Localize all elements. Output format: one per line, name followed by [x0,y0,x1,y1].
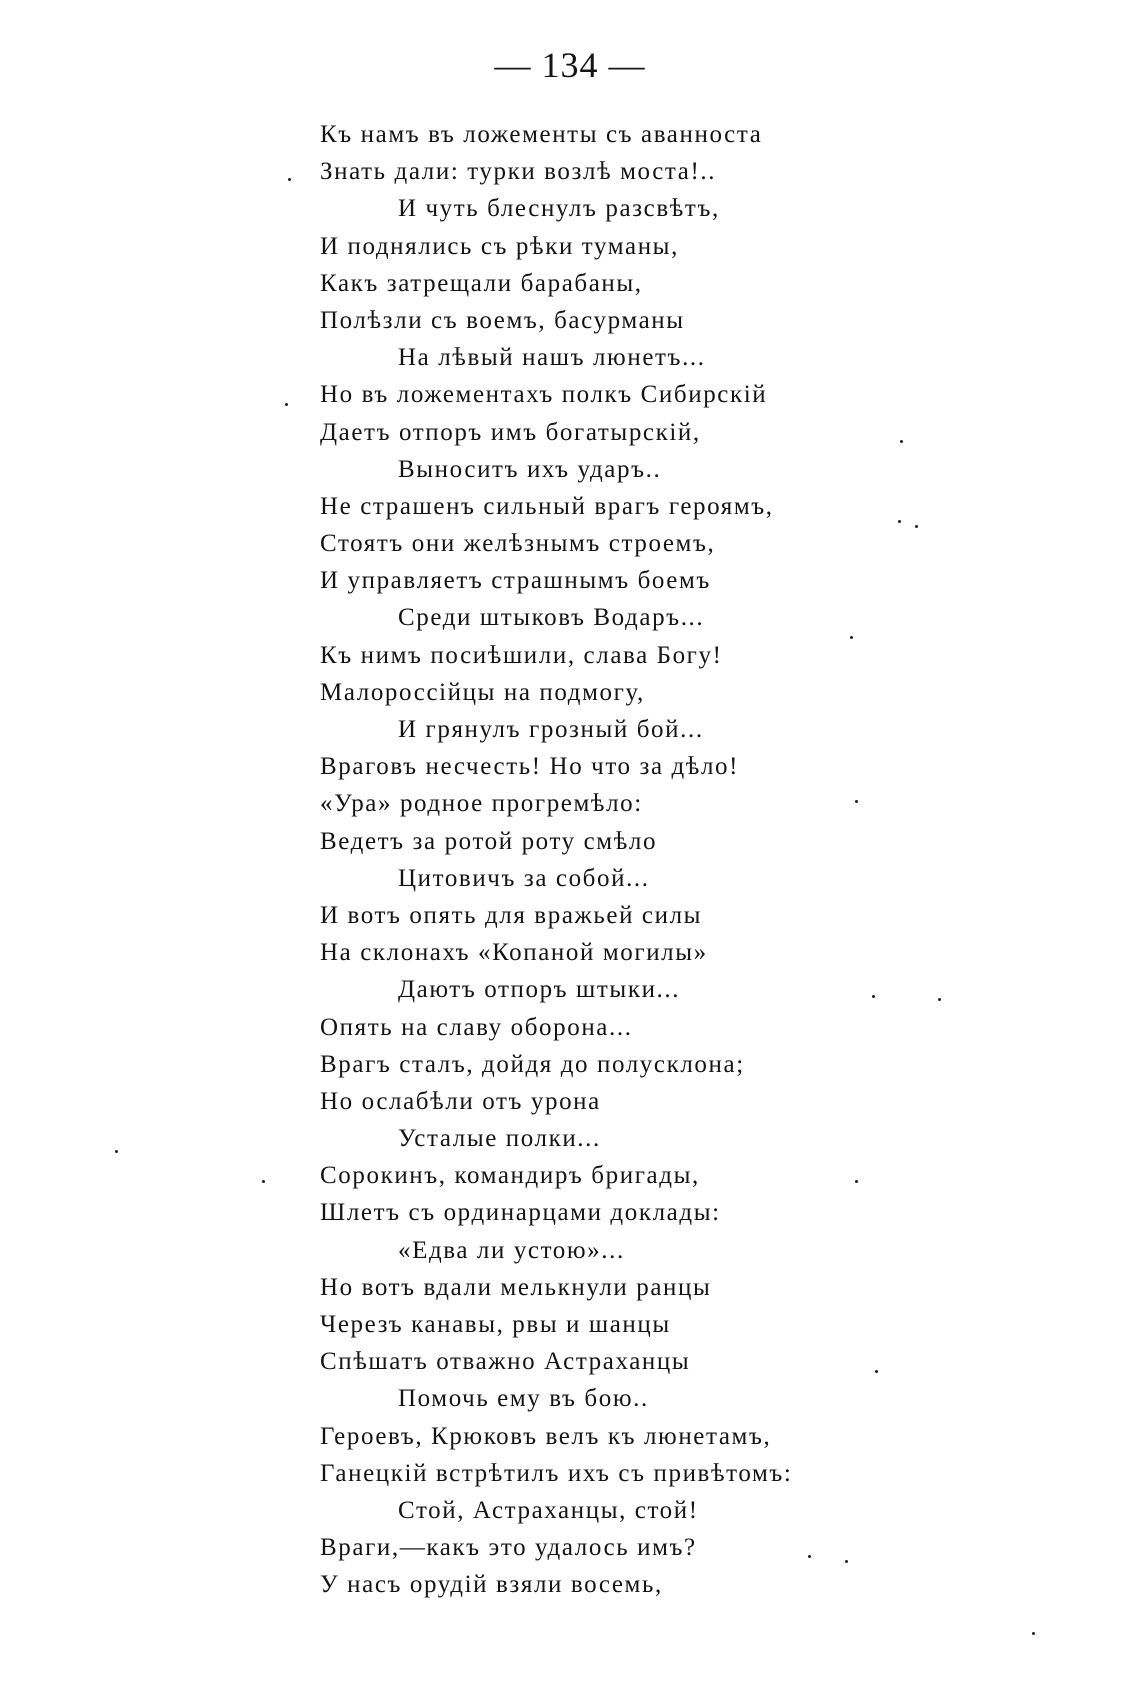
poem-line: Даетъ отпоръ имъ богатырскій, [320,418,701,446]
poem-line: Шлетъ съ ординарцами доклады: [320,1199,721,1227]
scan-speck [855,800,858,803]
poem-line: Спѣшатъ отважно Астраханцы [320,1348,691,1376]
poem-line: Выноситъ ихъ ударъ.. [398,455,662,483]
poem-line: Даютъ отпоръ штыки... [398,976,681,1004]
poem-line: Но ослабѣли отъ урона [320,1087,601,1115]
poem-line: Сорокинъ, командиръ бригады, [320,1162,700,1190]
poem-line: Среди штыковъ Водаръ... [398,604,705,632]
page-number: — 134 — [494,45,646,85]
poem-line: Но вотъ вдали мелькнули ранцы [320,1273,712,1301]
poem-line: Стоятъ они желѣзнымъ строемъ, [320,530,716,558]
scan-speck [898,520,901,523]
poem-line: И поднялись съ рѣки туманы, [320,232,679,260]
poem-line: На склонахъ «Копаной могилы» [320,939,708,967]
scan-speck [915,525,918,528]
scan-speck [115,1150,118,1153]
poem-line: Не страшенъ сильный врагъ героямъ, [320,492,774,520]
scan-speck [285,403,288,406]
poem-line: Помочь ему въ бою.. [398,1385,649,1413]
scan-speck [808,1555,811,1558]
scan-speck [262,1180,265,1183]
poem-line: Стой, Астраханцы, стой! [398,1496,699,1524]
scan-speck [845,1560,848,1563]
scan-speck [288,178,291,181]
poem-line: Враговъ несчесть! Но что за дѣло! [320,753,740,781]
scan-speck [872,995,875,998]
poem-line: Ведетъ за ротой роту смѣло [320,827,658,855]
poem-line: Полѣзли съ воемъ, басурманы [320,306,685,334]
poem-line: У насъ орудій взяли восемь, [320,1571,663,1599]
poem-line: И управляетъ страшнымъ боемъ [320,567,711,595]
scan-speck [1032,1632,1035,1635]
poem-line: Усталые полки... [398,1125,601,1153]
poem-line: Но въ ложементахъ полкъ Сибирскій [320,381,768,409]
poem-line: «Ура» родное прогремѣло: [320,790,643,818]
scan-speck [850,636,853,639]
poem-line: Малороссійцы на подмогу, [320,678,645,706]
poem-line: И чуть блеснулъ разсвѣтъ, [398,195,720,223]
poem-line: Цитовичъ за собой... [398,864,650,892]
poem-line: «Едва ли устою»... [398,1236,625,1264]
poem-line: И грянулъ грозный бой... [398,716,704,743]
poem-line: Ганецкій встрѣтилъ ихъ съ привѣтомъ: [320,1459,793,1487]
scan-speck [938,998,941,1001]
poem-text [320,116,960,1604]
poem-line: Черезъ канавы, рвы и шанцы [320,1311,671,1338]
scan-speck [875,1370,878,1373]
poem-line: Врагъ сталъ, дойдя до полусклона; [320,1050,745,1078]
poem-line: Опять на славу оборона... [320,1013,633,1041]
poem-line: Къ нимъ посиѣшили, слава Богу! [320,641,723,669]
poem-line: Враги,—какъ это удалось имъ? [320,1534,697,1562]
poem-line: Какъ затрещали барабаны, [320,269,643,297]
scan-speck [855,1180,858,1183]
poem-line: Героевъ, Крюковъ велъ къ люнетамъ, [320,1422,772,1450]
poem-line: На лѣвый нашъ люнетъ... [398,344,706,372]
poem-line: Къ намъ въ ложементы съ аванноста [320,121,763,148]
poem-line: Знать дали: турки возлѣ моста!.. [320,158,717,186]
poem-line: И вотъ опять для вражьей силы [320,901,703,929]
scan-speck [900,440,903,443]
